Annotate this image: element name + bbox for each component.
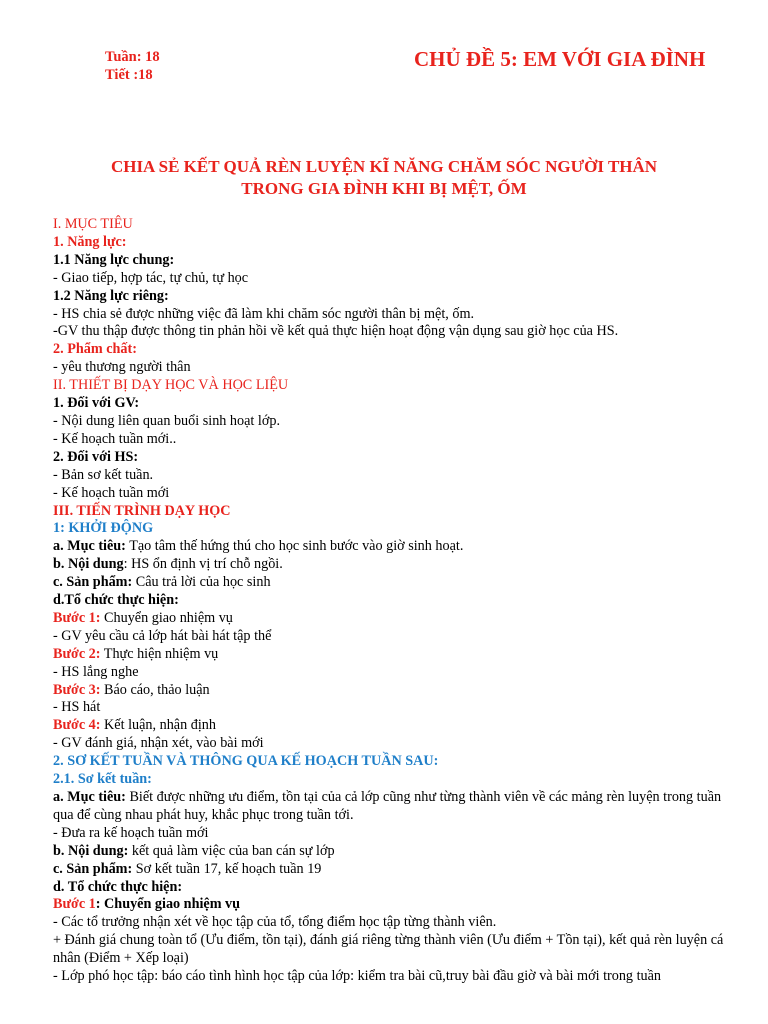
paragraph: - GV đánh giá, nhận xét, vào bài mới (53, 735, 264, 752)
paragraph: + Đánh giá chung toàn tổ (Ưu điểm, tồn tại), đánh giá riêng từng thành viên (Ưu điểm + Tồn tại), kết quả rèn luyện cá nhân (Điểm + Xếp loại) (53, 932, 724, 967)
content-text: : HS ổn định vị trí chỗ ngồi. (123, 556, 283, 573)
section-heading-process: III. TIẾN TRÌNH DẠY HỌC (53, 502, 231, 519)
week-number: Tuần: 18 (105, 49, 160, 65)
paragraph: - Kế hoạch tuần mới (53, 484, 170, 501)
paragraph: - Nội dung liên quan buổi sinh hoạt lớp. (53, 412, 280, 429)
step-text: Thực hiện nhiệm vụ (100, 645, 219, 662)
lesson-title-line-2: TRONG GIA ĐÌNH KHI BỊ MỆT, ỐM (241, 179, 527, 198)
paragraph: - HS chia sẻ được những việc đã làm khi chăm sóc người thân bị mệt, ốm. (53, 305, 475, 322)
step-text: Chuyển giao nhiệm vụ (100, 609, 233, 626)
subheading-general-competency: 1.1 Năng lực chung: (53, 251, 175, 268)
step-label: Bước 1: (53, 609, 101, 626)
activity-heading-warmup: 1: KHỞI ĐỘNG (53, 520, 154, 537)
product-text: Sơ kết tuần 17, kế hoạch tuần 19 (132, 860, 322, 877)
label-organization: d.Tổ chức thực hiện: (53, 592, 179, 609)
step-text: : Chuyển giao nhiệm vụ (95, 896, 241, 913)
step-label: Bước 1 (53, 896, 96, 913)
paragraph: - Đưa ra kế hoạch tuần mới (53, 824, 209, 841)
label-organization: d. Tổ chức thực hiện: (53, 878, 183, 895)
activity-heading-weekly-review: 2. SƠ KẾT TUẦN VÀ THÔNG QUA KẾ HOẠCH TUẦN SAU: (53, 753, 439, 770)
step-label: Bước 4: (53, 717, 101, 734)
step-text: Báo cáo, thảo luận (100, 681, 210, 698)
label-product: c. Sản phẩm: (53, 574, 133, 591)
paragraph: - Lớp phó học tập: báo cáo tình hình học tập của lớp: kiểm tra bài cũ,truy bài đầu giờ và bài mới trong tuần (53, 968, 661, 985)
paragraph: - GV yêu cầu cả lớp hát bài hát tập thể (53, 627, 272, 644)
label-product: c. Sản phẩm: (53, 860, 133, 877)
paragraph: - Giao tiếp, hợp tác, tự chủ, tự học (53, 269, 249, 286)
label-content: b. Nội dung: (53, 842, 129, 859)
paragraph: - Các tổ trưởng nhận xét về học tập của tổ, tổng điểm học tập từng thành viên. (53, 914, 497, 931)
content-text: kết quả làm việc của ban cán sự lớp (128, 842, 335, 859)
section-heading-equipment: II. THIẾT BỊ DẠY HỌC VÀ HỌC LIỆU (53, 377, 289, 394)
subheading-teacher: 1. Đối với GV: (53, 395, 140, 412)
step-label: Bước 2: (53, 645, 101, 662)
paragraph: - Kế hoạch tuần mới.. (53, 430, 177, 447)
label-goal: a. Mục tiêu: (53, 538, 126, 555)
document-body (53, 216, 733, 986)
paragraph: -GV thu thập được thông tin phản hồi về kết quả thực hiện hoạt động vận dụng sau giờ học của HS. (53, 323, 619, 340)
step-text: Kết luận, nhận định (100, 717, 216, 734)
subheading-competency: 1. Năng lực: (53, 233, 127, 250)
subheading-qualities: 2. Phẩm chất: (53, 341, 137, 358)
subheading-specific-competency: 1.2 Năng lực riêng: (53, 287, 169, 304)
product-text: Câu trả lời của học sinh (132, 574, 271, 591)
paragraph: - Bản sơ kết tuần. (53, 466, 154, 483)
paragraph: - yêu thương người thân (53, 359, 191, 376)
step-label: Bước 3: (53, 681, 101, 698)
label-content: b. Nội dung (53, 556, 124, 573)
paragraph: - HS lắng nghe (53, 663, 139, 680)
topic-title: CHỦ ĐỀ 5: EM VỚI GIA ĐÌNH (414, 47, 706, 71)
goal-text: Biết được những ưu điểm, tồn tại của cả lớp cũng như từng thành viên về các mảng rèn luyện trong tuần qua để cùng nhau phát huy, khắc phục trong tuần tới. (53, 789, 722, 823)
goal-text: Tạo tâm thế hứng thú cho học sinh bước vào giờ sinh hoạt. (125, 538, 464, 555)
lesson-title-line-1: CHIA SẺ KẾT QUẢ RÈN LUYỆN KĨ NĂNG CHĂM SÓC NGƯỜI THÂN (110, 157, 658, 176)
paragraph: - HS hát (53, 699, 101, 716)
period-number: Tiết :18 (105, 67, 153, 83)
section-heading-objectives: I. MỤC TIÊU (53, 216, 133, 232)
subheading-student: 2. Đối với HS: (53, 448, 139, 465)
subheading-weekly-summary: 2.1. Sơ kết tuần: (53, 771, 152, 788)
week-info (105, 48, 160, 84)
label-goal: a. Mục tiêu: (53, 789, 126, 805)
